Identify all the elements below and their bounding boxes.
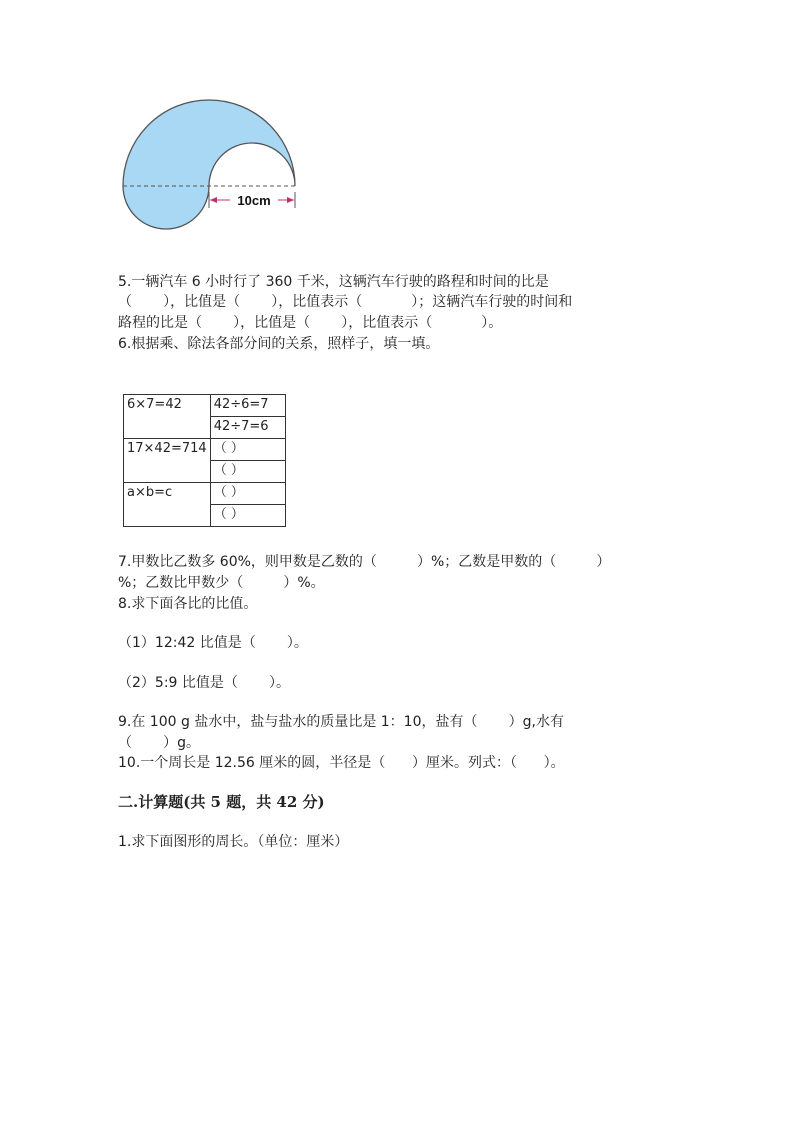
shape-region xyxy=(123,100,295,229)
q8-sub2: （2）5:9 比值是（ ）。 xyxy=(118,675,291,691)
answer-blank[interactable]: （ ） xyxy=(210,461,285,483)
section-heading: 二.计算题(共 5 题，共 42 分) xyxy=(118,793,325,811)
table-cell: a×b=c xyxy=(124,483,211,527)
q8-text: 8.求下面各比的比值。 xyxy=(118,596,258,612)
relation-table xyxy=(123,394,286,527)
q7-line1: 7.甲数比乙数多 60%，则甲数是乙数的（ ）%；乙数是甲数的（ ） xyxy=(118,554,611,570)
q7-line2: %；乙数比甲数少（ ）%。 xyxy=(118,575,325,591)
table-cell: 17×42=714 xyxy=(124,439,211,483)
q10-text: 10.一个周长是 12.56 厘米的圆，半径是（ ）厘米。列式：（ ）。 xyxy=(118,755,565,771)
q9-line2: （ ）g。 xyxy=(118,735,201,751)
arrow-left-icon xyxy=(210,197,217,203)
answer-blank[interactable]: （ ） xyxy=(210,505,285,527)
q6-text: 6.根据乘、除法各部分间的关系，照样子，填一填。 xyxy=(118,336,440,352)
answer-blank[interactable]: （ ） xyxy=(210,483,285,505)
semicircle-figure xyxy=(118,92,308,237)
table-cell: 42÷6=7 xyxy=(210,395,285,417)
q5-line3: 路程的比是（ ），比值是（ ），比值表示（ ）。 xyxy=(118,315,503,331)
q5-line1: 5.一辆汽车 6 小时行了 360 千米，这辆汽车行驶的路程和时间的比是 xyxy=(118,274,549,290)
q8-sub1: （1）12:42 比值是（ ）。 xyxy=(118,635,308,651)
dimension-label: 10cm xyxy=(237,193,271,208)
table-cell: 42÷7=6 xyxy=(210,417,285,439)
q5-line2: （ ），比值是（ ），比值表示（ ）；这辆汽车行驶的时间和 xyxy=(118,294,573,310)
answer-blank[interactable]: （ ） xyxy=(210,439,285,461)
table-cell: 6×7=42 xyxy=(124,395,211,439)
c1-text: 1.求下面图形的周长。（单位：厘米） xyxy=(118,834,349,850)
arrow-right-icon xyxy=(287,197,294,203)
q9-line1: 9.在 100 g 盐水中，盐与盐水的质量比是 1：10，盐有（ ）g,水有 xyxy=(118,714,564,730)
